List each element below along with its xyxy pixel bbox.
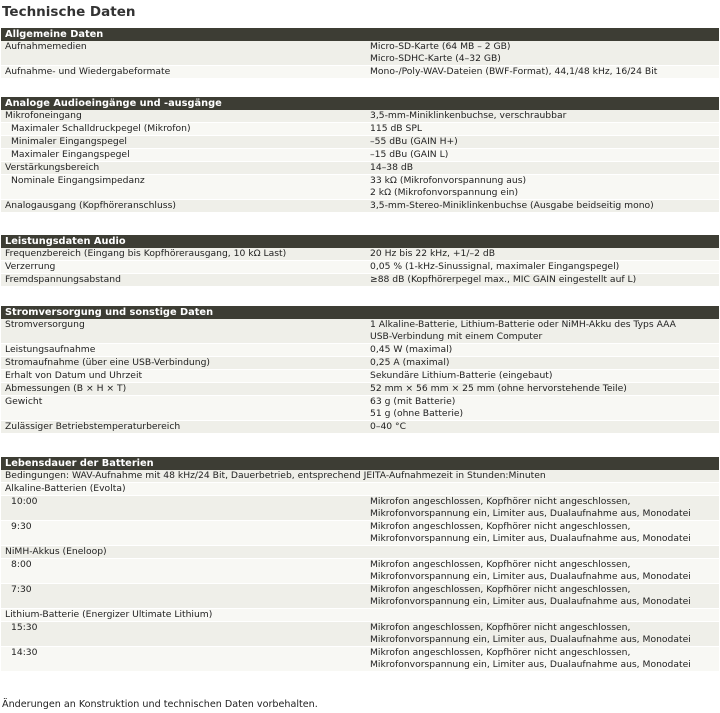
spec-row: [1, 41, 719, 66]
spec-label: 15:30: [11, 622, 38, 633]
spec-row: [1, 546, 719, 559]
footnote: Änderungen an Konstruktion und technischen Daten vorbehalten.: [2, 699, 318, 710]
spec-label: Analogausgang (Kopfhöreranschluss): [5, 200, 176, 211]
spec-value-line: 0,45 W (maximal): [370, 344, 453, 355]
spec-value: [366, 370, 719, 382]
spec-value: [366, 622, 719, 646]
section-analog-audio: [1, 97, 719, 213]
spec-label: Maximaler Eingangspegel: [11, 149, 130, 160]
spec-value: [366, 483, 719, 495]
spec-value: [366, 609, 719, 621]
spec-value-line: 0,25 A (maximal): [370, 357, 450, 368]
spec-value-line: –15 dBu (GAIN L): [370, 149, 449, 160]
spec-label: Fremdspannungsabstand: [5, 274, 121, 285]
spec-label: Nominale Eingangsimpedanz: [11, 175, 145, 186]
spec-label: Verzerrung: [5, 261, 56, 272]
spec-value-line: –55 dBu (GAIN H+): [370, 136, 458, 147]
spec-value: [366, 261, 719, 273]
spec-value-line: 63 g (mit Batterie): [370, 396, 456, 407]
spec-value-line: Mikrofonvorspannung ein, Limiter aus, Dualaufnahme aus, Monodatei: [370, 571, 691, 582]
spec-value-line: Sekundäre Lithium-Batterie (eingebaut): [370, 370, 553, 381]
spec-label: Mikrofoneingang: [5, 110, 82, 121]
spec-value-line: 52 mm × 56 mm × 25 mm (ohne hervorstehende Teile): [370, 383, 627, 394]
spec-label: 8:00: [11, 559, 32, 570]
spec-value-line: Mikrofon angeschlossen, Kopfhörer nicht angeschlossen,: [370, 622, 631, 633]
spec-row: [1, 396, 719, 421]
spec-row: [1, 319, 719, 344]
spec-label: 9:30: [11, 521, 32, 532]
spec-row: [1, 647, 719, 672]
spec-value-line: 1 Alkaline-Batterie, Lithium-Batterie oder NiMH-Akku des Typs AAA: [370, 319, 676, 330]
spec-row: [1, 274, 719, 287]
spec-value: [366, 136, 719, 148]
spec-label: 7:30: [11, 584, 32, 595]
spec-label: Stromversorgung: [5, 319, 85, 330]
spec-label: Erhalt von Datum und Uhrzeit: [5, 370, 143, 381]
spec-row: [1, 162, 719, 175]
spec-row: [1, 584, 719, 609]
section-heading: Leistungsdaten Audio: [1, 235, 719, 248]
spec-value-line: Mikrofonvorspannung ein, Limiter aus, Dualaufnahme aus, Monodatei: [370, 533, 691, 544]
spec-label: Frequenzbereich (Eingang bis Kopfhörerausgang, 10 kΩ Last): [5, 248, 287, 259]
spec-value: [366, 421, 719, 433]
section-heading: Allgemeine Daten: [1, 28, 719, 41]
spec-row: [1, 200, 719, 213]
spec-label: Minimaler Eingangspegel: [11, 136, 127, 147]
spec-value: [366, 200, 719, 212]
spec-row: [1, 609, 719, 622]
section-heading: Stromversorgung und sonstige Daten: [1, 306, 719, 319]
section-power-other: [1, 306, 719, 434]
spec-value: [366, 66, 719, 78]
spec-row: [1, 521, 719, 546]
spec-value-line: Mikrofon angeschlossen, Kopfhörer nicht angeschlossen,: [370, 559, 631, 570]
spec-label: Bedingungen: WAV-Aufnahme mit 48 kHz/24 Bit, Dauerbetrieb, entsprechend JEITA-Aufnahmezeit in Stunden:Minuten: [5, 470, 546, 481]
spec-label: 10:00: [11, 496, 38, 507]
spec-value-line: Mikrofon angeschlossen, Kopfhörer nicht angeschlossen,: [370, 647, 631, 658]
spec-row: [1, 421, 719, 434]
spec-value-line: ≥88 dB (Kopfhörerpegel max., MIC GAIN eingestellt auf L): [370, 274, 637, 285]
spec-row: [1, 123, 719, 136]
spec-row: [1, 110, 719, 123]
spec-label: Stromaufnahme (über eine USB-Verbindung): [5, 357, 210, 368]
spec-label: Alkaline-Batterien (Evolta): [5, 483, 126, 494]
section-heading: Lebensdauer der Batterien: [1, 457, 719, 470]
spec-row: [1, 149, 719, 162]
spec-label: Aufnahmemedien: [5, 41, 87, 52]
spec-value: [366, 584, 719, 608]
page-title: Technische Daten: [2, 4, 136, 20]
spec-value-line: Mikrofonvorspannung ein, Limiter aus, Dualaufnahme aus, Monodatei: [370, 508, 691, 519]
spec-label: Aufnahme- und Wiedergabeformate: [5, 66, 171, 77]
spec-value-line: Micro-SD-Karte (64 MB – 2 GB): [370, 41, 511, 52]
spec-row: [1, 559, 719, 584]
spec-value-line: 2 kΩ (Mikrofonvorspannung ein): [370, 187, 519, 198]
spec-value: [366, 123, 719, 135]
spec-label: Leistungsaufnahme: [5, 344, 96, 355]
spec-value: [366, 383, 719, 395]
spec-value: [366, 162, 719, 174]
spec-value: [366, 647, 719, 671]
spec-row: [1, 175, 719, 200]
spec-value: [366, 496, 719, 520]
spec-value: [366, 175, 719, 199]
spec-value-line: 0–40 °C: [370, 421, 407, 432]
spec-value: [366, 344, 719, 356]
spec-label: Lithium-Batterie (Energizer Ultimate Lithium): [5, 609, 213, 620]
spec-value: [366, 546, 719, 558]
spec-row: [1, 66, 719, 79]
spec-row: [1, 344, 719, 357]
spec-value: [366, 396, 719, 420]
spec-value-line: 0,05 % (1-kHz-Sinussignal, maximaler Eingangspegel): [370, 261, 620, 272]
spec-value: [366, 274, 719, 286]
spec-row: [1, 470, 719, 483]
spec-row: [1, 136, 719, 149]
spec-value-line: Mikrofonvorspannung ein, Limiter aus, Dualaufnahme aus, Monodatei: [370, 596, 691, 607]
spec-label: Gewicht: [5, 396, 43, 407]
spec-value-line: 51 g (ohne Batterie): [370, 408, 464, 419]
spec-value-line: 33 kΩ (Mikrofonvorspannung aus): [370, 175, 527, 186]
spec-row: [1, 496, 719, 521]
spec-value: [366, 357, 719, 369]
spec-value: [366, 41, 719, 65]
spec-row: [1, 261, 719, 274]
spec-label: NiMH-Akkus (Eneloop): [5, 546, 107, 557]
spec-value: [366, 559, 719, 583]
section-audio-performance: [1, 235, 719, 287]
spec-value-line: 3,5-mm-Stereo-Miniklinkenbuchse (Ausgabe beidseitig mono): [370, 200, 654, 211]
spec-row: [1, 248, 719, 261]
spec-value: [366, 319, 719, 343]
spec-label: Zulässiger Betriebstemperaturbereich: [5, 421, 181, 432]
spec-label: Abmessungen (B × H × T): [5, 383, 127, 394]
spec-value-line: Mikrofon angeschlossen, Kopfhörer nicht angeschlossen,: [370, 584, 631, 595]
spec-value-line: 14–38 dB: [370, 162, 414, 173]
spec-row: [1, 383, 719, 396]
spec-row: [1, 622, 719, 647]
spec-value-line: Micro-SDHC-Karte (4–32 GB): [370, 53, 501, 64]
spec-label: Maximaler Schalldruckpegel (Mikrofon): [11, 123, 191, 134]
spec-value: [366, 521, 719, 545]
spec-value-line: Mikrofon angeschlossen, Kopfhörer nicht angeschlossen,: [370, 496, 631, 507]
spec-value: [366, 248, 719, 260]
spec-value-line: 3,5-mm-Miniklinkenbuchse, verschraubbar: [370, 110, 567, 121]
spec-value: [366, 110, 719, 122]
section-battery-life: [1, 457, 719, 672]
spec-row: [1, 357, 719, 370]
spec-value-line: Mikrofonvorspannung ein, Limiter aus, Dualaufnahme aus, Monodatei: [370, 634, 691, 645]
spec-label: Verstärkungsbereich: [5, 162, 100, 173]
spec-value-line: USB-Verbindung mit einem Computer: [370, 331, 543, 342]
spec-value-line: 115 dB SPL: [370, 123, 423, 134]
spec-value-line: 20 Hz bis 22 kHz, +1/–2 dB: [370, 248, 495, 259]
spec-row: [1, 370, 719, 383]
spec-value-line: Mikrofon angeschlossen, Kopfhörer nicht angeschlossen,: [370, 521, 631, 532]
section-general: [1, 28, 719, 79]
spec-label: 14:30: [11, 647, 38, 658]
spec-value-line: Mikrofonvorspannung ein, Limiter aus, Dualaufnahme aus, Monodatei: [370, 659, 691, 670]
spec-value-line: Mono-/Poly-WAV-Dateien (BWF-Format), 44,1/48 kHz, 16/24 Bit: [370, 66, 658, 77]
spec-value: [366, 149, 719, 161]
spec-row: [1, 483, 719, 496]
section-heading: Analoge Audioeingänge und -ausgänge: [1, 97, 719, 110]
